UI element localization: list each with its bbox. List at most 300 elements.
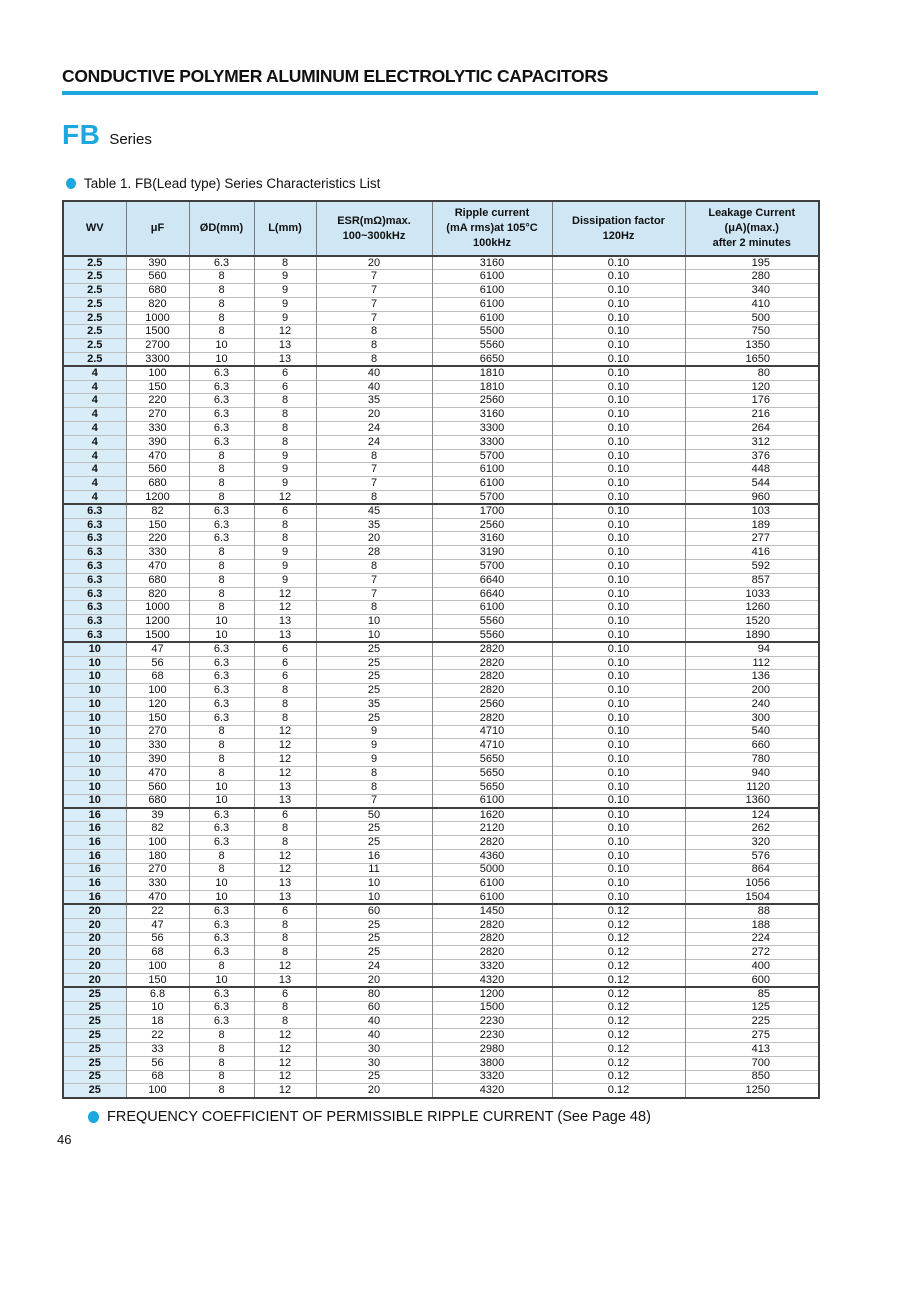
cell-ripple: 6100 [432,311,552,325]
cell-ripple: 5560 [432,339,552,353]
cell-d: 8 [189,1070,254,1084]
cell-df: 0.10 [552,629,685,643]
cell-leakage: 275 [685,1029,819,1043]
table-body [63,256,819,1098]
cell-uf: 22 [126,1029,189,1043]
table-row [63,629,819,643]
cell-uf: 220 [126,532,189,546]
cell-l: 8 [254,422,316,436]
cell-wv: 4 [63,366,126,380]
cell-l: 12 [254,325,316,339]
cell-uf: 330 [126,546,189,560]
cell-ripple: 6100 [432,463,552,477]
cell-uf: 100 [126,1084,189,1098]
cell-leakage: 413 [685,1042,819,1056]
cell-leakage: 262 [685,822,819,836]
cell-wv: 25 [63,1084,126,1098]
cell-df: 0.12 [552,1001,685,1015]
cell-leakage: 340 [685,284,819,298]
cell-ripple: 2820 [432,670,552,684]
cell-esr: 40 [316,1015,432,1029]
cell-wv: 6.3 [63,587,126,601]
cell-l: 6 [254,366,316,380]
cell-uf: 150 [126,518,189,532]
cell-wv: 25 [63,987,126,1001]
cell-l: 9 [254,546,316,560]
cell-l: 13 [254,891,316,905]
cell-uf: 68 [126,946,189,960]
cell-d: 6.3 [189,366,254,380]
cell-l: 12 [254,1070,316,1084]
cell-df: 0.12 [552,946,685,960]
cell-uf: 560 [126,463,189,477]
cell-df: 0.10 [552,546,685,560]
cell-leakage: 410 [685,297,819,311]
table-row [63,1029,819,1043]
cell-d: 6.3 [189,670,254,684]
cell-wv: 16 [63,822,126,836]
table-caption-text: Table 1. FB(Lead type) Series Characteristics List [84,176,381,191]
table-row [63,794,819,808]
cell-wv: 6.3 [63,615,126,629]
cell-wv: 16 [63,891,126,905]
cell-d: 10 [189,780,254,794]
cell-ripple: 4320 [432,1084,552,1098]
cell-l: 6 [254,808,316,822]
cell-esr: 35 [316,394,432,408]
cell-d: 6.3 [189,504,254,518]
cell-d: 10 [189,339,254,353]
footer-note [88,1109,900,1125]
cell-leakage: 1260 [685,601,819,615]
characteristics-table [62,200,820,1099]
cell-leakage: 376 [685,449,819,463]
cell-esr: 25 [316,835,432,849]
series-code: FB [62,119,101,150]
column-header-l: L(mm) [254,201,316,256]
cell-uf: 1000 [126,601,189,615]
cell-wv: 25 [63,1056,126,1070]
cell-ripple: 6100 [432,477,552,491]
cell-leakage: 216 [685,408,819,422]
cell-wv: 10 [63,698,126,712]
cell-ripple: 2980 [432,1042,552,1056]
table-header-row [63,201,819,256]
cell-wv: 6.3 [63,504,126,518]
cell-df: 0.10 [552,835,685,849]
cell-ripple: 3300 [432,435,552,449]
cell-wv: 16 [63,835,126,849]
cell-df: 0.10 [552,560,685,574]
table-row [63,753,819,767]
cell-leakage: 1360 [685,794,819,808]
cell-wv: 10 [63,725,126,739]
cell-df: 0.10 [552,587,685,601]
cell-wv: 10 [63,684,126,698]
cell-df: 0.12 [552,1029,685,1043]
cell-ripple: 6100 [432,891,552,905]
cell-esr: 10 [316,891,432,905]
column-header-uf: μF [126,201,189,256]
cell-ripple: 4360 [432,849,552,863]
table-row [63,297,819,311]
cell-df: 0.10 [552,422,685,436]
table-row [63,1001,819,1015]
cell-leakage: 850 [685,1070,819,1084]
cell-l: 12 [254,766,316,780]
series-word: Series [109,131,152,148]
cell-esr: 30 [316,1042,432,1056]
cell-uf: 22 [126,904,189,918]
cell-d: 10 [189,877,254,891]
cell-esr: 7 [316,477,432,491]
cell-ripple: 5650 [432,780,552,794]
cell-d: 6.3 [189,422,254,436]
table-row [63,394,819,408]
cell-leakage: 200 [685,684,819,698]
cell-uf: 18 [126,1015,189,1029]
cell-uf: 56 [126,656,189,670]
cell-ripple: 3300 [432,422,552,436]
cell-df: 0.10 [552,380,685,394]
cell-ripple: 4320 [432,973,552,987]
cell-leakage: 576 [685,849,819,863]
table-row [63,739,819,753]
column-header-df: Dissipation factor 120Hz [552,201,685,256]
cell-leakage: 277 [685,532,819,546]
cell-l: 8 [254,256,316,270]
cell-wv: 2.5 [63,353,126,367]
cell-uf: 82 [126,822,189,836]
cell-d: 6.3 [189,656,254,670]
cell-uf: 270 [126,408,189,422]
table-row [63,766,819,780]
cell-df: 0.10 [552,863,685,877]
cell-uf: 220 [126,394,189,408]
cell-wv: 6.3 [63,518,126,532]
cell-df: 0.10 [552,698,685,712]
cell-d: 6.3 [189,946,254,960]
cell-uf: 270 [126,725,189,739]
cell-esr: 25 [316,932,432,946]
cell-uf: 1200 [126,615,189,629]
cell-wv: 20 [63,960,126,974]
cell-d: 8 [189,491,254,505]
cell-ripple: 2820 [432,946,552,960]
cell-l: 13 [254,353,316,367]
cell-l: 12 [254,1056,316,1070]
cell-esr: 10 [316,629,432,643]
cell-uf: 33 [126,1042,189,1056]
cell-df: 0.10 [552,656,685,670]
bullet-icon [88,1111,99,1123]
cell-leakage: 700 [685,1056,819,1070]
cell-df: 0.10 [552,794,685,808]
cell-uf: 56 [126,932,189,946]
cell-uf: 330 [126,422,189,436]
cell-uf: 100 [126,366,189,380]
cell-l: 13 [254,973,316,987]
cell-df: 0.12 [552,973,685,987]
cell-uf: 100 [126,835,189,849]
cell-uf: 100 [126,684,189,698]
cell-leakage: 1250 [685,1084,819,1098]
cell-l: 6 [254,504,316,518]
table-row [63,463,819,477]
cell-esr: 24 [316,422,432,436]
cell-leakage: 400 [685,960,819,974]
cell-d: 8 [189,546,254,560]
cell-uf: 1000 [126,311,189,325]
cell-esr: 7 [316,311,432,325]
cell-esr: 60 [316,904,432,918]
table-row [63,546,819,560]
cell-d: 6.3 [189,1001,254,1015]
cell-df: 0.10 [552,435,685,449]
cell-leakage: 1033 [685,587,819,601]
cell-df: 0.10 [552,504,685,518]
cell-ripple: 3320 [432,1070,552,1084]
cell-leakage: 85 [685,987,819,1001]
cell-wv: 16 [63,808,126,822]
cell-leakage: 1056 [685,877,819,891]
table-row [63,587,819,601]
cell-uf: 100 [126,960,189,974]
table-row [63,560,819,574]
page-number: 46 [57,1131,72,1147]
cell-d: 8 [189,449,254,463]
cell-esr: 7 [316,284,432,298]
cell-df: 0.10 [552,408,685,422]
cell-leakage: 600 [685,973,819,987]
cell-df: 0.10 [552,366,685,380]
cell-d: 8 [189,477,254,491]
cell-uf: 150 [126,380,189,394]
cell-ripple: 1450 [432,904,552,918]
cell-df: 0.10 [552,353,685,367]
cell-uf: 330 [126,739,189,753]
table-row [63,408,819,422]
cell-l: 13 [254,794,316,808]
cell-wv: 4 [63,422,126,436]
table-row [63,973,819,987]
cell-uf: 82 [126,504,189,518]
cell-wv: 25 [63,1001,126,1015]
cell-leakage: 660 [685,739,819,753]
cell-df: 0.12 [552,1056,685,1070]
cell-leakage: 176 [685,394,819,408]
cell-l: 6 [254,987,316,1001]
cell-ripple: 6100 [432,794,552,808]
cell-l: 12 [254,739,316,753]
cell-df: 0.10 [552,780,685,794]
cell-wv: 6.3 [63,546,126,560]
cell-d: 8 [189,1029,254,1043]
cell-wv: 6.3 [63,560,126,574]
cell-uf: 120 [126,698,189,712]
cell-leakage: 103 [685,504,819,518]
cell-df: 0.10 [552,642,685,656]
table-row [63,725,819,739]
cell-uf: 180 [126,849,189,863]
cell-uf: 150 [126,973,189,987]
cell-l: 8 [254,408,316,422]
cell-leakage: 857 [685,573,819,587]
cell-d: 6.3 [189,408,254,422]
cell-l: 12 [254,601,316,615]
cell-uf: 330 [126,877,189,891]
cell-l: 8 [254,394,316,408]
cell-ripple: 6640 [432,573,552,587]
cell-d: 10 [189,353,254,367]
cell-uf: 47 [126,918,189,932]
cell-leakage: 112 [685,656,819,670]
table-row [63,532,819,546]
cell-d: 6.3 [189,918,254,932]
cell-esr: 25 [316,670,432,684]
column-header-esr: ESR(mΩ)max. 100~300kHz [316,201,432,256]
table-row [63,353,819,367]
cell-leakage: 960 [685,491,819,505]
table-row [63,808,819,822]
cell-esr: 30 [316,1056,432,1070]
table-row [63,835,819,849]
cell-l: 6 [254,670,316,684]
cell-esr: 25 [316,918,432,932]
cell-esr: 20 [316,256,432,270]
cell-ripple: 2820 [432,656,552,670]
cell-esr: 10 [316,615,432,629]
cell-l: 12 [254,849,316,863]
cell-ripple: 2820 [432,918,552,932]
cell-df: 0.10 [552,725,685,739]
cell-l: 8 [254,684,316,698]
cell-esr: 25 [316,711,432,725]
cell-esr: 8 [316,766,432,780]
cell-wv: 25 [63,1042,126,1056]
cell-wv: 25 [63,1015,126,1029]
cell-ripple: 2820 [432,642,552,656]
cell-esr: 20 [316,973,432,987]
cell-d: 6.3 [189,532,254,546]
cell-l: 12 [254,1029,316,1043]
column-header-wv: WV [63,201,126,256]
cell-ripple: 2820 [432,711,552,725]
cell-esr: 7 [316,270,432,284]
cell-d: 10 [189,973,254,987]
cell-df: 0.10 [552,518,685,532]
cell-wv: 4 [63,394,126,408]
cell-df: 0.12 [552,904,685,918]
cell-esr: 7 [316,297,432,311]
cell-leakage: 312 [685,435,819,449]
cell-d: 8 [189,1056,254,1070]
cell-ripple: 5560 [432,629,552,643]
table-row [63,504,819,518]
cell-esr: 60 [316,1001,432,1015]
cell-uf: 680 [126,477,189,491]
cell-ripple: 5700 [432,491,552,505]
cell-df: 0.10 [552,849,685,863]
cell-df: 0.10 [552,739,685,753]
series-heading [62,119,900,151]
cell-ripple: 3800 [432,1056,552,1070]
cell-leakage: 416 [685,546,819,560]
cell-l: 9 [254,297,316,311]
cell-d: 8 [189,960,254,974]
cell-df: 0.10 [552,532,685,546]
bullet-icon [66,178,76,189]
cell-uf: 680 [126,794,189,808]
cell-leakage: 280 [685,270,819,284]
cell-d: 6.3 [189,518,254,532]
cell-l: 8 [254,822,316,836]
cell-d: 6.3 [189,822,254,836]
cell-df: 0.10 [552,449,685,463]
cell-ripple: 1810 [432,366,552,380]
cell-uf: 470 [126,560,189,574]
cell-leakage: 125 [685,1001,819,1015]
table-row [63,311,819,325]
cell-wv: 4 [63,477,126,491]
cell-l: 6 [254,904,316,918]
cell-uf: 680 [126,573,189,587]
table-row [63,946,819,960]
table-row [63,987,819,1001]
cell-df: 0.10 [552,325,685,339]
cell-l: 8 [254,918,316,932]
cell-esr: 25 [316,946,432,960]
cell-uf: 150 [126,711,189,725]
title-rule [62,91,818,95]
cell-uf: 2700 [126,339,189,353]
table-row [63,339,819,353]
cell-l: 8 [254,932,316,946]
cell-wv: 10 [63,794,126,808]
cell-df: 0.10 [552,711,685,725]
cell-d: 8 [189,1042,254,1056]
cell-leakage: 1520 [685,615,819,629]
cell-leakage: 1890 [685,629,819,643]
cell-ripple: 1620 [432,808,552,822]
cell-uf: 1200 [126,491,189,505]
cell-d: 8 [189,311,254,325]
cell-l: 9 [254,311,316,325]
cell-leakage: 189 [685,518,819,532]
cell-esr: 25 [316,656,432,670]
cell-wv: 20 [63,932,126,946]
cell-leakage: 544 [685,477,819,491]
cell-ripple: 5560 [432,615,552,629]
table-row [63,284,819,298]
cell-l: 9 [254,270,316,284]
footer-note-text: FREQUENCY COEFFICIENT OF PERMISSIBLE RIPPLE CURRENT (See Page 48) [107,1108,651,1125]
cell-uf: 68 [126,670,189,684]
cell-l: 9 [254,449,316,463]
cell-uf: 1500 [126,325,189,339]
table-row [63,573,819,587]
table-row [63,863,819,877]
cell-leakage: 500 [685,311,819,325]
table-row [63,684,819,698]
cell-wv: 10 [63,711,126,725]
cell-l: 6 [254,656,316,670]
table-row [63,380,819,394]
cell-uf: 56 [126,1056,189,1070]
cell-l: 9 [254,463,316,477]
cell-uf: 1500 [126,629,189,643]
cell-wv: 2.5 [63,325,126,339]
